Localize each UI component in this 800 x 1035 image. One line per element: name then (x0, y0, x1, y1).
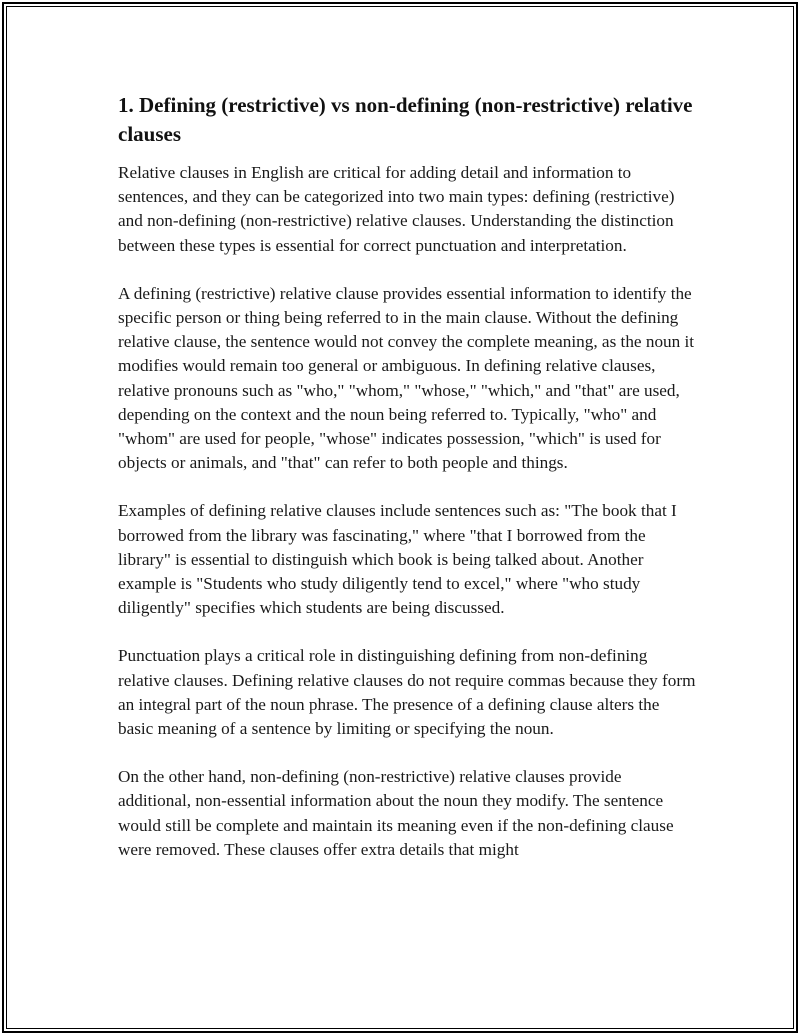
paragraph-defining-clause: A defining (restrictive) relative clause provides essential information to identify the specific person or thing being referred to in the main clause. Without the defining relative clause, the sentence would not convey the complete meaning, as the noun it modifies would remain too general or ambiguous. In defining relative clauses, relative pronouns such as "who," "whom," "whose," "which," and "that" are used, depending on the context and the noun being referred to. Typically, "who" and "whom" are used for people, "whose" indicates possession, "which" is used for objects or animals, and "that" can refer to both people and things. (118, 283, 695, 473)
paragraph-non-defining-clause: On the other hand, non-defining (non-restrictive) relative clauses provide additional, non-essential information about the noun they modify. The sentence would still be complete and maintain its meaning even if the non-defining clause were removed. These clauses offer extra details that might (118, 767, 674, 859)
document-body (118, 91, 698, 886)
paragraph-examples: Examples of defining relative clauses include sentences such as: "The book that I borrowed from the library was fascinating," where "that I borrowed from the library" is essential to distinguish which book is being talked about. Another example is "Students who study diligently tend to excel," where "who study diligently" specifies which students are being discussed. (118, 501, 677, 618)
section-heading: 1. Defining (restrictive) vs non-defining (non-restrictive) relative clauses (118, 93, 693, 146)
paragraph-punctuation: Punctuation plays a critical role in distinguishing defining from non-defining relative clauses. Defining relative clauses do not require commas because they form an integral part of the noun phrase. The presence of a defining clause alters the basic meaning of a sentence by limiting or specifying the noun. (118, 646, 696, 739)
paragraph-intro: Relative clauses in English are critical for adding detail and information to sentences, and they can be categorized into two main types: defining (restrictive) and non-defining (non-restrictive) relative clauses. Understanding the distinction between these types is essential for correct punctuation and interpretation. (118, 163, 675, 255)
